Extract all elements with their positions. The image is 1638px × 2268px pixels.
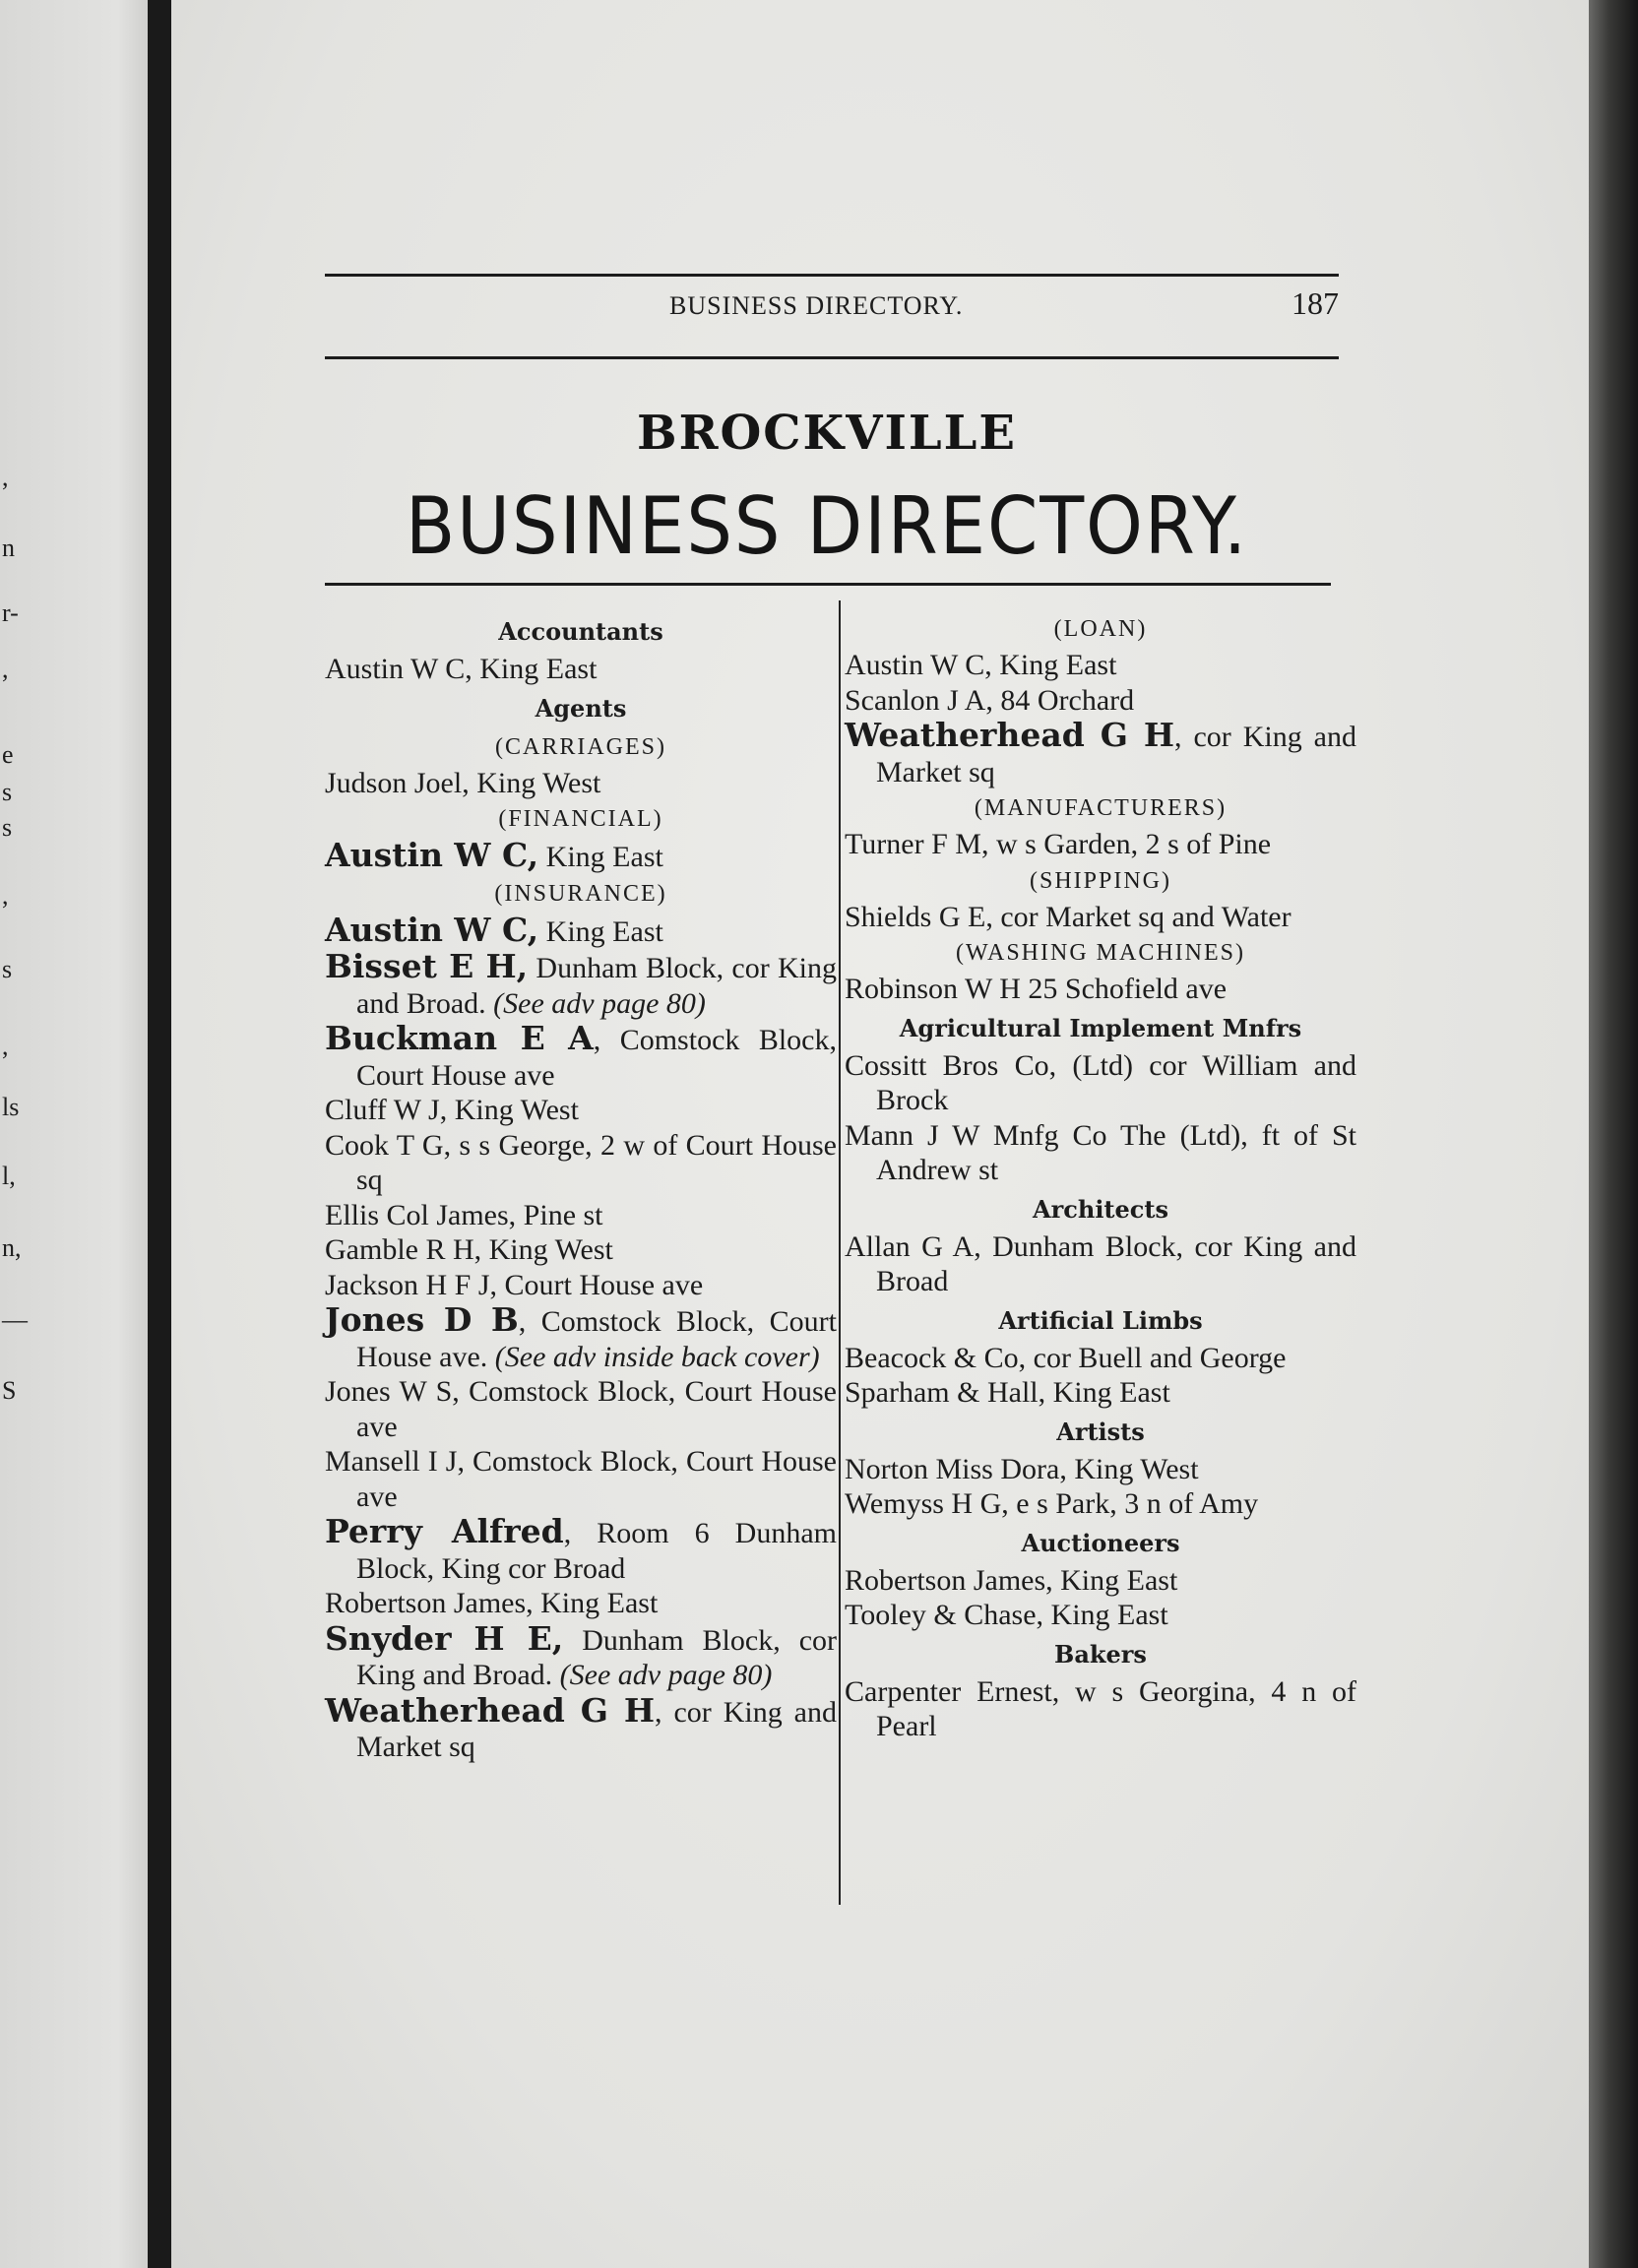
entry-name: Cook T G <box>325 1128 444 1162</box>
entry-address: , Comstock Block, Court House ave <box>356 1445 837 1513</box>
entry-address: , Comstock Block, Court House ave <box>356 1024 837 1092</box>
entry-name: Mansell I J <box>325 1445 458 1478</box>
entry-address: , King East <box>526 1587 659 1619</box>
entry-address: 25 Schofield ave <box>1020 973 1228 1005</box>
edge-mark: ls <box>2 1093 20 1121</box>
directory-entry <box>845 683 1356 719</box>
entry-name: Tooley & Chase <box>845 1599 1037 1631</box>
entry-name: Cluff W J <box>325 1094 440 1126</box>
subcategory-heading: (SHIPPING) <box>1029 867 1171 894</box>
directory-entry <box>845 900 1356 935</box>
entry-name: Shields G E <box>845 900 986 933</box>
book-edge-right <box>1589 0 1638 2268</box>
entry-name: Weatherhead G H <box>845 716 1175 754</box>
entry-address: , s s George, 2 w of Court House sq <box>356 1128 837 1196</box>
entry-name: Bisset E H, <box>325 947 529 985</box>
edge-mark: e <box>2 740 14 769</box>
entry-name: Turner F M <box>845 828 981 860</box>
subcategory-heading: (WASHING MACHINES) <box>956 940 1245 966</box>
right-column <box>845 610 1356 1744</box>
entry-name: Buckman E A <box>325 1019 594 1057</box>
category-heading: Artists <box>1056 1417 1145 1446</box>
subcategory-heading: (CARRIAGES) <box>494 733 666 760</box>
entry-address: King East <box>538 914 663 948</box>
entry-name: Austin W C <box>325 653 466 685</box>
directory-entry <box>325 1198 837 1233</box>
running-head-rule <box>325 356 1339 359</box>
entry-name: Jackson H F J <box>325 1268 490 1301</box>
entry-advertisement-note: (See adv page 80) <box>559 1659 773 1691</box>
edge-mark: S <box>2 1376 17 1405</box>
entry-name: Norton Miss Dora <box>845 1452 1060 1485</box>
directory-entry <box>845 1048 1356 1118</box>
running-head-title: BUSINESS DIRECTORY. <box>669 291 964 320</box>
directory-entry <box>325 1302 837 1374</box>
edge-mark: , <box>2 655 9 683</box>
directory-entry <box>325 910 837 950</box>
entry-address: Dunham Block, cor King and Broad. <box>356 952 837 1020</box>
entry-address: , King West <box>473 1233 613 1266</box>
entry-address: , w s Garden, 2 s of Pine <box>980 828 1272 860</box>
directory-entry <box>845 1486 1356 1522</box>
category-heading: Bakers <box>1054 1639 1147 1669</box>
previous-page-margin <box>0 0 148 2268</box>
edge-mark: r- <box>2 598 19 627</box>
edge-mark: n, <box>2 1233 22 1262</box>
edge-mark: — <box>2 1305 28 1334</box>
entry-address: , cor Buell and George <box>1018 1341 1287 1374</box>
directory-entry <box>325 838 837 875</box>
entry-name: Allan G A <box>845 1229 975 1263</box>
entry-address: , Court House ave <box>489 1268 704 1301</box>
entry-name: Gamble R H <box>325 1233 474 1266</box>
directory-entry <box>325 1444 837 1514</box>
entry-name: Jones D B <box>325 1300 519 1339</box>
directory-entry <box>325 1021 837 1093</box>
directory-entry <box>325 1618 838 1693</box>
entry-address: Dunham Block, cor King and Broad. <box>356 1623 838 1691</box>
entry-name: Sparham & Hall <box>845 1376 1039 1409</box>
directory-entry <box>325 1232 837 1268</box>
edge-mark: , <box>2 1032 9 1060</box>
entry-address: , (Ltd) cor William and Brock <box>876 1048 1356 1116</box>
directory-entry <box>845 1341 1356 1376</box>
category-heading: Agents <box>535 693 627 723</box>
entry-address: , King East <box>1036 1599 1168 1631</box>
entry-name: Cossitt Bros Co <box>845 1048 1049 1082</box>
directory-entry <box>325 949 837 1021</box>
edge-mark: s <box>2 778 13 806</box>
entry-address: , cor King and Market sq <box>356 1695 837 1763</box>
subcategory-heading: (FINANCIAL) <box>498 806 663 832</box>
directory-entry <box>845 718 1356 789</box>
page-number: 187 <box>1292 285 1339 321</box>
entry-address: , Pine st <box>508 1198 603 1231</box>
top-rule <box>325 274 1339 277</box>
entry-address: , King East <box>1045 1563 1178 1597</box>
edge-mark: n <box>2 534 15 562</box>
edge-mark: s <box>2 813 13 842</box>
directory-entry <box>325 766 837 801</box>
entry-address: , 84 Orchard <box>985 683 1135 717</box>
entry-name: Robertson James <box>325 1587 527 1619</box>
edge-mark: l, <box>2 1162 16 1190</box>
entry-advertisement-note: (See adv inside back cover) <box>494 1340 820 1373</box>
entry-address: , e s Park, 3 n of Amy <box>1001 1487 1259 1520</box>
directory-entry <box>845 1229 1356 1299</box>
edge-mark: s <box>2 955 13 983</box>
title-rule <box>325 583 1331 586</box>
entry-address: (Ltd), ft of St Andrew st <box>876 1118 1356 1186</box>
entry-address: , King East <box>465 653 598 685</box>
subcategory-heading: (INSURANCE) <box>494 880 667 907</box>
entry-address: King East <box>538 841 663 873</box>
entry-address: , King West <box>462 766 601 799</box>
directory-entry <box>325 1586 837 1621</box>
entry-address: , King West <box>1059 1452 1199 1485</box>
entry-name: Austin W C, <box>325 910 539 949</box>
entry-name: Snyder H E, <box>325 1618 564 1658</box>
directory-entry <box>845 972 1356 1007</box>
entry-name: Scanlon J A <box>845 683 986 717</box>
left-column <box>325 610 837 1765</box>
directory-entry <box>845 1563 1356 1599</box>
directory-entry <box>325 1514 837 1586</box>
directory-entry <box>325 1093 837 1128</box>
entry-name: Jones W S <box>325 1375 453 1408</box>
entry-name: Weatherhead G H <box>325 1690 656 1730</box>
entry-name: Ellis Col James <box>325 1198 509 1231</box>
entry-name: Wemyss H G <box>845 1487 1002 1520</box>
directory-entry <box>325 1690 837 1765</box>
directory-entry <box>325 652 837 687</box>
category-heading: Artificial Limbs <box>998 1305 1203 1335</box>
running-head <box>325 285 1339 331</box>
entry-name: Mann J W Mnfg Co The <box>845 1118 1166 1152</box>
book-gutter <box>148 0 171 2268</box>
entry-address: , King East <box>984 649 1117 681</box>
entry-name: Beacock & Co <box>845 1341 1019 1374</box>
directory-entry <box>845 1375 1356 1411</box>
entry-address: , cor King and Market sq <box>876 721 1356 788</box>
entry-name: Austin W C, <box>325 836 539 874</box>
edge-mark: , <box>2 463 9 491</box>
directory-entry <box>845 1452 1356 1487</box>
entry-name: Perry Alfred <box>325 1512 564 1550</box>
directory-entry <box>845 1118 1356 1188</box>
entry-address: , cor Market sq and Water <box>985 900 1292 933</box>
entry-advertisement-note: (See adv page 80) <box>493 986 706 1020</box>
directory-entry <box>325 1374 837 1444</box>
subcategory-heading: (MANUFACTURERS) <box>974 795 1228 821</box>
entry-address: , w s Georgina, 4 n of Pearl <box>876 1674 1356 1742</box>
column-divider <box>839 600 841 1905</box>
city-title: BROCKVILLE <box>637 406 1017 461</box>
entry-address: , King East <box>1038 1376 1170 1409</box>
directory-entry <box>845 1598 1356 1633</box>
entry-address: , Room 6 Dunham Block, King cor Broad <box>356 1517 837 1585</box>
entry-address: , King West <box>439 1094 579 1126</box>
entry-name: Judson Joel <box>325 766 463 799</box>
subcategory-heading: (LOAN) <box>1053 616 1148 642</box>
edge-mark: , <box>2 881 9 910</box>
directory-title: BUSINESS DIRECTORY. <box>405 480 1249 572</box>
entry-name: Carpenter Ernest <box>845 1674 1052 1708</box>
entry-address: , Dunham Block, cor King and Broad <box>876 1229 1356 1297</box>
directory-entry <box>845 648 1356 683</box>
entry-name: Robinson W H <box>845 973 1021 1005</box>
entry-name: Robertson James <box>845 1563 1046 1597</box>
entry-address: , Comstock Block, Court House ave. <box>356 1305 837 1373</box>
entry-address: , Comstock Block, Court House ave <box>356 1375 837 1443</box>
category-heading: Auctioneers <box>1021 1528 1180 1557</box>
category-heading: Agricultural Implement Mnfrs <box>899 1013 1302 1042</box>
directory-entry <box>845 827 1356 862</box>
entry-name: Austin W C <box>845 649 985 681</box>
directory-entry <box>325 1268 837 1303</box>
category-heading: Accountants <box>498 617 663 646</box>
directory-entry <box>845 1674 1356 1744</box>
directory-entry <box>325 1128 837 1198</box>
category-heading: Architects <box>1032 1194 1168 1224</box>
